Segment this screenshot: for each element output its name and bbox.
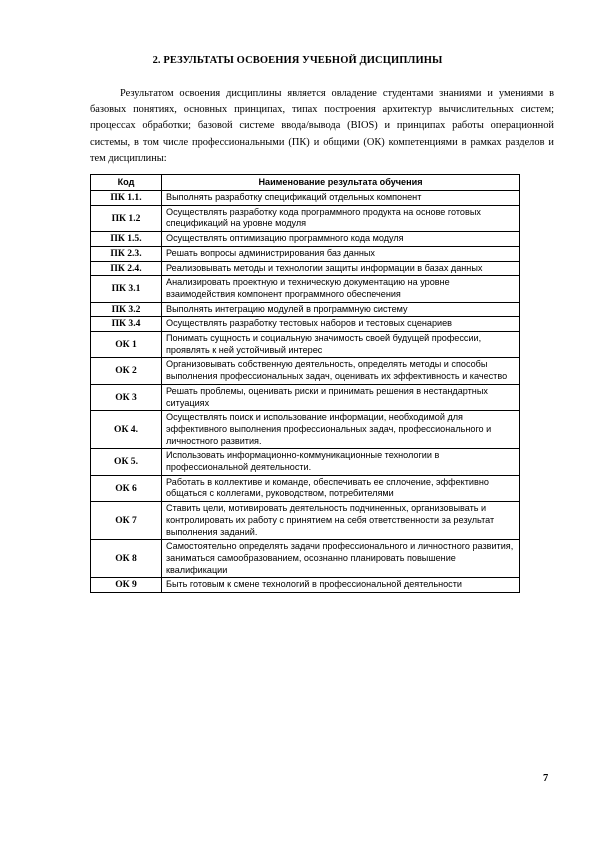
competency-code: ОК 5. — [91, 449, 162, 475]
competency-description: Осуществлять разработку тестовых наборов и тестовых сценариев — [162, 317, 520, 332]
competency-code: ПК 3.1 — [91, 276, 162, 302]
table-row — [91, 540, 520, 578]
competency-code: ПК 2.3. — [91, 246, 162, 261]
table-header-row — [91, 175, 520, 191]
table-row — [91, 205, 520, 231]
competency-code: ОК 4. — [91, 411, 162, 449]
table-row — [91, 191, 520, 206]
table-row — [91, 302, 520, 317]
table-row — [91, 276, 520, 302]
table-row — [91, 449, 520, 475]
table-row — [91, 384, 520, 410]
competency-code: ПК 3.4 — [91, 317, 162, 332]
table-row — [91, 232, 520, 247]
competency-description: Решать вопросы администрирования баз данных — [162, 246, 520, 261]
competency-description: Ставить цели, мотивировать деятельность подчиненных, организовывать и контролировать их работу с принятием на себя ответственности за результат выполнения заданий. — [162, 502, 520, 540]
intro-paragraph: Результатом освоения дисциплины является овладение студентами знаниями и умениями в базовых понятиях, основных принципах, типах построения архитектур вычислительных систем; процессах обработки; базовой системе ввода/вывода (BIOS) и принципах работы операционной системы, в том числе профессиональными (ПК) и общими (ОК) компетенциями в рамках разделов и тем дисциплины: — [90, 88, 554, 164]
competency-code: ПК 1.2 — [91, 205, 162, 231]
competency-description: Осуществлять разработку кода программного продукта на основе готовых спецификаций на уровне модуля — [162, 205, 520, 231]
competency-description: Быть готовым к смене технологий в профессиональной деятельности — [162, 578, 520, 593]
header-result-name: Наименование результата обучения — [162, 175, 520, 191]
table-row — [91, 411, 520, 449]
competencies-table — [90, 174, 520, 593]
table-row — [91, 502, 520, 540]
competency-code: ОК 3 — [91, 384, 162, 410]
page-number: 7 — [543, 773, 549, 784]
competency-description: Работать в коллективе и команде, обеспечивать ее сплочение, эффективно общаться с коллегами, руководством, потребителями — [162, 475, 520, 501]
table-row — [91, 578, 520, 593]
table-body — [91, 191, 520, 593]
competency-code: ПК 1.1. — [91, 191, 162, 206]
competency-code: ОК 7 — [91, 502, 162, 540]
table-row — [91, 261, 520, 276]
competency-description: Понимать сущность и социальную значимость своей будущей профессии, проявлять к ней устойчивый интерес — [162, 332, 520, 358]
competency-code: ОК 1 — [91, 332, 162, 358]
competency-code: ПК 3.2 — [91, 302, 162, 317]
competency-description: Выполнять интеграцию модулей в программную систему — [162, 302, 520, 317]
competency-code: ОК 9 — [91, 578, 162, 593]
competency-description: Осуществлять поиск и использование информации, необходимой для эффективного выполнения профессиональных задач, профессионального и личностного развития. — [162, 411, 520, 449]
competency-description: Реализовывать методы и технологии защиты информации в базах данных — [162, 261, 520, 276]
table-row — [91, 246, 520, 261]
competency-code: ПК 1.5. — [91, 232, 162, 247]
competency-description: Выполнять разработку спецификаций отдельных компонент — [162, 191, 520, 206]
table-row — [91, 358, 520, 384]
competency-code: ОК 6 — [91, 475, 162, 501]
section-heading: 2. РЕЗУЛЬТАТЫ ОСВОЕНИЯ УЧЕБНОЙ ДИСЦИПЛИНЫ — [152, 55, 443, 66]
competency-code: ОК 2 — [91, 358, 162, 384]
table-row — [91, 475, 520, 501]
competency-description: Осуществлять оптимизацию программного кода модуля — [162, 232, 520, 247]
competency-description: Использовать информационно-коммуникационные технологии в профессиональной деятельности. — [162, 449, 520, 475]
competency-code: ПК 2.4. — [91, 261, 162, 276]
header-code: Код — [91, 175, 162, 191]
competency-description: Анализировать проектную и техническую документацию на уровне взаимодействия компонент программного обеспечения — [162, 276, 520, 302]
table-row — [91, 317, 520, 332]
competency-description: Организовывать собственную деятельность, определять методы и способы выполнения профессиональных задач, оценивать их эффективность и качество — [162, 358, 520, 384]
table-row — [91, 332, 520, 358]
competency-code: ОК 8 — [91, 540, 162, 578]
competency-description: Самостоятельно определять задачи профессионального и личностного развития, заниматься самообразованием, осознанно планировать повышение квалификации — [162, 540, 520, 578]
competency-description: Решать проблемы, оценивать риски и принимать решения в нестандартных ситуациях — [162, 384, 520, 410]
